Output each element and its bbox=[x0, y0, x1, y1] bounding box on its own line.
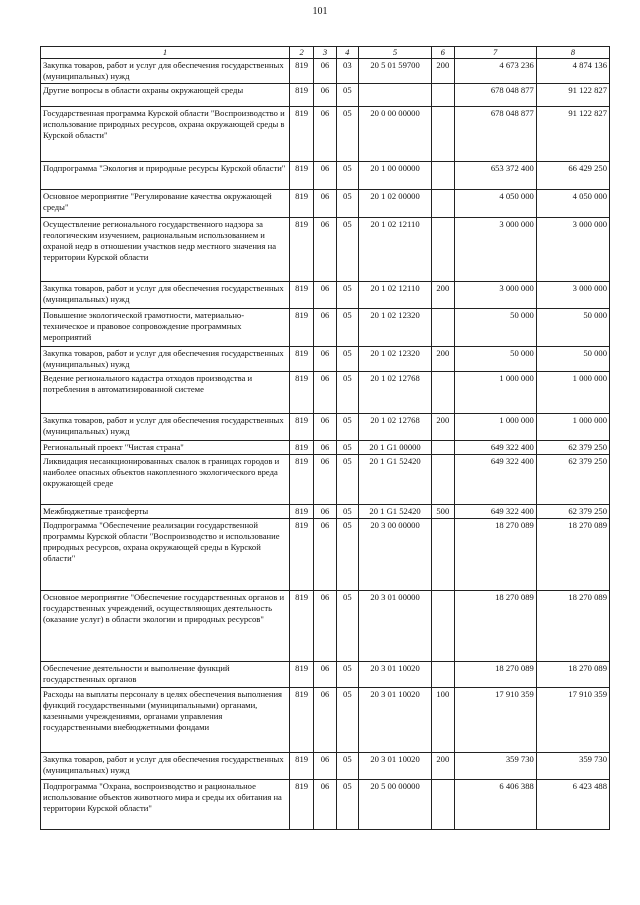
row-amount-year1-cell: 18 270 089 bbox=[454, 519, 536, 591]
column-number: 6 bbox=[432, 47, 454, 59]
row-target-article-cell: 20 3 01 00000 bbox=[359, 591, 432, 662]
row-amount-year1-cell: 1 000 000 bbox=[454, 414, 536, 441]
row-target-article-cell: 20 3 00 00000 bbox=[359, 519, 432, 591]
row-name-cell: Другие вопросы в области охраны окружающей среды bbox=[41, 84, 290, 107]
row-section-cell: 06 bbox=[314, 662, 336, 688]
row-amount-year2-cell: 18 270 089 bbox=[536, 519, 609, 591]
page-number: 101 bbox=[312, 6, 328, 17]
row-target-article-cell: 20 5 01 59700 bbox=[359, 59, 432, 84]
row-name-cell: Межбюджетные трансферты bbox=[41, 505, 290, 519]
row-subsection-cell: 05 bbox=[336, 162, 358, 190]
row-target-article-cell: 20 3 01 10020 bbox=[359, 753, 432, 780]
row-section-cell: 06 bbox=[314, 309, 336, 347]
row-subsection-cell: 05 bbox=[336, 347, 358, 372]
row-subsection-cell: 05 bbox=[336, 107, 358, 162]
row-section-cell: 06 bbox=[314, 59, 336, 84]
row-section-cell: 06 bbox=[314, 282, 336, 309]
row-amount-year2-cell: 17 910 359 bbox=[536, 688, 609, 753]
row-amount-year1-cell: 3 000 000 bbox=[454, 218, 536, 282]
row-ved-cell: 819 bbox=[289, 455, 313, 505]
column-number: 7 bbox=[454, 47, 536, 59]
row-section-cell: 06 bbox=[314, 162, 336, 190]
row-target-article-cell: 20 1 G1 52420 bbox=[359, 505, 432, 519]
row-amount-year1-cell: 6 406 388 bbox=[454, 780, 536, 830]
row-expense-type-cell bbox=[432, 190, 454, 218]
table-row bbox=[41, 84, 610, 107]
row-section-cell: 06 bbox=[314, 372, 336, 414]
row-section-cell: 06 bbox=[314, 753, 336, 780]
column-number: 4 bbox=[336, 47, 358, 59]
row-amount-year1-cell: 359 730 bbox=[454, 753, 536, 780]
row-subsection-cell: 05 bbox=[336, 662, 358, 688]
row-name-cell: Региональный проект "Чистая страна" bbox=[41, 441, 290, 455]
row-target-article-cell: 20 1 02 12320 bbox=[359, 347, 432, 372]
row-expense-type-cell bbox=[432, 162, 454, 190]
row-subsection-cell: 05 bbox=[336, 84, 358, 107]
table-row bbox=[41, 162, 610, 190]
row-expense-type-cell bbox=[432, 309, 454, 347]
row-amount-year2-cell: 1 000 000 bbox=[536, 414, 609, 441]
row-expense-type-cell bbox=[432, 218, 454, 282]
row-name-cell: Осуществление регионального государственного надзора за геологическим изучением, рациональным использованием и охраной недр в отношении участков недр местного значения на территории Курской области bbox=[41, 218, 290, 282]
row-name-cell: Основное мероприятие "Регулирование качества окружающей среды" bbox=[41, 190, 290, 218]
row-section-cell: 06 bbox=[314, 455, 336, 505]
row-ved-cell: 819 bbox=[289, 441, 313, 455]
row-name-cell: Закупка товаров, работ и услуг для обеспечения государственных (муниципальных) нужд bbox=[41, 59, 290, 84]
row-ved-cell: 819 bbox=[289, 662, 313, 688]
table-row bbox=[41, 441, 610, 455]
row-expense-type-cell: 200 bbox=[432, 282, 454, 309]
table-row bbox=[41, 519, 610, 591]
row-amount-year2-cell: 18 270 089 bbox=[536, 662, 609, 688]
row-amount-year1-cell: 649 322 400 bbox=[454, 441, 536, 455]
row-amount-year1-cell: 50 000 bbox=[454, 347, 536, 372]
row-target-article-cell: 20 1 G1 00000 bbox=[359, 441, 432, 455]
row-ved-cell: 819 bbox=[289, 688, 313, 753]
row-section-cell: 06 bbox=[314, 780, 336, 830]
row-amount-year2-cell: 50 000 bbox=[536, 309, 609, 347]
row-target-article-cell bbox=[359, 84, 432, 107]
row-section-cell: 06 bbox=[314, 347, 336, 372]
row-amount-year1-cell: 1 000 000 bbox=[454, 372, 536, 414]
row-ved-cell: 819 bbox=[289, 162, 313, 190]
row-target-article-cell: 20 1 G1 52420 bbox=[359, 455, 432, 505]
row-ved-cell: 819 bbox=[289, 414, 313, 441]
row-amount-year2-cell: 62 379 250 bbox=[536, 505, 609, 519]
row-name-cell: Закупка товаров, работ и услуг для обеспечения государственных (муниципальных) нужд bbox=[41, 414, 290, 441]
row-subsection-cell: 05 bbox=[336, 218, 358, 282]
row-amount-year1-cell: 17 910 359 bbox=[454, 688, 536, 753]
row-ved-cell: 819 bbox=[289, 780, 313, 830]
row-section-cell: 06 bbox=[314, 190, 336, 218]
row-amount-year2-cell: 62 379 250 bbox=[536, 441, 609, 455]
row-amount-year2-cell: 66 429 250 bbox=[536, 162, 609, 190]
row-expense-type-cell bbox=[432, 662, 454, 688]
row-subsection-cell: 05 bbox=[336, 519, 358, 591]
row-subsection-cell: 05 bbox=[336, 591, 358, 662]
row-section-cell: 06 bbox=[314, 107, 336, 162]
row-subsection-cell: 05 bbox=[336, 753, 358, 780]
column-number: 2 bbox=[289, 47, 313, 59]
row-subsection-cell: 03 bbox=[336, 59, 358, 84]
table-row bbox=[41, 190, 610, 218]
row-ved-cell: 819 bbox=[289, 753, 313, 780]
row-amount-year2-cell: 62 379 250 bbox=[536, 455, 609, 505]
row-section-cell: 06 bbox=[314, 84, 336, 107]
row-expense-type-cell: 200 bbox=[432, 59, 454, 84]
row-section-cell: 06 bbox=[314, 688, 336, 753]
column-number-row bbox=[41, 47, 610, 59]
row-section-cell: 06 bbox=[314, 441, 336, 455]
row-expense-type-cell: 200 bbox=[432, 414, 454, 441]
row-name-cell: Подпрограмма "Обеспечение реализации государственной программы Курской области "Воспроизводство и использование природных ресурсов, охрана окружающей среды в Курской области" bbox=[41, 519, 290, 591]
row-amount-year1-cell: 649 322 400 bbox=[454, 505, 536, 519]
row-name-cell: Основное мероприятие "Обеспечение государственных органов и государственных учреждений, осуществляющих деятельность (оказание услуг) в области экологии и природных ресурсов" bbox=[41, 591, 290, 662]
row-amount-year1-cell: 3 000 000 bbox=[454, 282, 536, 309]
row-target-article-cell: 20 0 00 00000 bbox=[359, 107, 432, 162]
row-amount-year2-cell: 3 000 000 bbox=[536, 218, 609, 282]
row-name-cell: Подпрограмма "Экология и природные ресурсы Курской области" bbox=[41, 162, 290, 190]
row-amount-year1-cell: 653 372 400 bbox=[454, 162, 536, 190]
row-ved-cell: 819 bbox=[289, 372, 313, 414]
row-subsection-cell: 05 bbox=[336, 190, 358, 218]
row-target-article-cell: 20 1 02 12320 bbox=[359, 309, 432, 347]
row-expense-type-cell bbox=[432, 441, 454, 455]
row-section-cell: 06 bbox=[314, 414, 336, 441]
table-row bbox=[41, 309, 610, 347]
row-amount-year2-cell: 359 730 bbox=[536, 753, 609, 780]
table-row bbox=[41, 688, 610, 753]
row-ved-cell: 819 bbox=[289, 347, 313, 372]
row-ved-cell: 819 bbox=[289, 218, 313, 282]
row-ved-cell: 819 bbox=[289, 505, 313, 519]
row-amount-year2-cell: 18 270 089 bbox=[536, 591, 609, 662]
table-row bbox=[41, 347, 610, 372]
row-amount-year2-cell: 6 423 488 bbox=[536, 780, 609, 830]
row-target-article-cell: 20 1 02 12110 bbox=[359, 218, 432, 282]
row-name-cell: Закупка товаров, работ и услуг для обеспечения государственных (муниципальных) нужд bbox=[41, 282, 290, 309]
column-number: 5 bbox=[359, 47, 432, 59]
row-expense-type-cell bbox=[432, 780, 454, 830]
row-ved-cell: 819 bbox=[289, 107, 313, 162]
row-expense-type-cell bbox=[432, 455, 454, 505]
table-row bbox=[41, 455, 610, 505]
column-number: 1 bbox=[41, 47, 290, 59]
row-name-cell: Обеспечение деятельности и выполнение функций государственных органов bbox=[41, 662, 290, 688]
row-amount-year2-cell: 91 122 827 bbox=[536, 84, 609, 107]
table-row bbox=[41, 414, 610, 441]
row-ved-cell: 819 bbox=[289, 519, 313, 591]
row-expense-type-cell: 200 bbox=[432, 753, 454, 780]
row-amount-year2-cell: 91 122 827 bbox=[536, 107, 609, 162]
row-name-cell: Подпрограмма "Охрана, воспроизводство и рациональное использование объектов животного мира и среды их обитания на территории Курской области" bbox=[41, 780, 290, 830]
row-ved-cell: 819 bbox=[289, 190, 313, 218]
row-amount-year1-cell: 50 000 bbox=[454, 309, 536, 347]
row-amount-year2-cell: 3 000 000 bbox=[536, 282, 609, 309]
table-row bbox=[41, 753, 610, 780]
row-name-cell: Повышение экологической грамотности, материально-техническое и правовое сопровождение программных мероприятий bbox=[41, 309, 290, 347]
column-number: 3 bbox=[314, 47, 336, 59]
row-target-article-cell: 20 1 02 12768 bbox=[359, 414, 432, 441]
row-target-article-cell: 20 1 00 00000 bbox=[359, 162, 432, 190]
row-subsection-cell: 05 bbox=[336, 309, 358, 347]
row-target-article-cell: 20 5 00 00000 bbox=[359, 780, 432, 830]
row-subsection-cell: 05 bbox=[336, 372, 358, 414]
row-expense-type-cell bbox=[432, 372, 454, 414]
row-section-cell: 06 bbox=[314, 591, 336, 662]
row-target-article-cell: 20 1 02 12110 bbox=[359, 282, 432, 309]
row-section-cell: 06 bbox=[314, 505, 336, 519]
row-amount-year1-cell: 4 673 236 bbox=[454, 59, 536, 84]
row-subsection-cell: 05 bbox=[336, 414, 358, 441]
row-expense-type-cell bbox=[432, 107, 454, 162]
table-row bbox=[41, 662, 610, 688]
row-ved-cell: 819 bbox=[289, 282, 313, 309]
row-subsection-cell: 05 bbox=[336, 441, 358, 455]
row-name-cell: Закупка товаров, работ и услуг для обеспечения государственных (муниципальных) нужд bbox=[41, 753, 290, 780]
row-name-cell: Ведение регионального кадастра отходов производства и потребления в автоматизированной системе bbox=[41, 372, 290, 414]
row-subsection-cell: 05 bbox=[336, 282, 358, 309]
row-section-cell: 06 bbox=[314, 218, 336, 282]
row-expense-type-cell: 500 bbox=[432, 505, 454, 519]
row-amount-year1-cell: 4 050 000 bbox=[454, 190, 536, 218]
table-row bbox=[41, 107, 610, 162]
row-ved-cell: 819 bbox=[289, 591, 313, 662]
row-amount-year1-cell: 649 322 400 bbox=[454, 455, 536, 505]
column-number: 8 bbox=[536, 47, 609, 59]
row-amount-year1-cell: 678 048 877 bbox=[454, 84, 536, 107]
row-amount-year1-cell: 678 048 877 bbox=[454, 107, 536, 162]
table-row bbox=[41, 282, 610, 309]
row-subsection-cell: 05 bbox=[336, 780, 358, 830]
row-ved-cell: 819 bbox=[289, 309, 313, 347]
row-name-cell: Закупка товаров, работ и услуг для обеспечения государственных (муниципальных) нужд bbox=[41, 347, 290, 372]
row-expense-type-cell bbox=[432, 84, 454, 107]
row-subsection-cell: 05 bbox=[336, 688, 358, 753]
table-row bbox=[41, 218, 610, 282]
row-name-cell: Расходы на выплаты персоналу в целях обеспечения выполнения функций государственными (муниципальными) органами, казенными учреждениями, органами управления государственными внебюджетными фондами bbox=[41, 688, 290, 753]
row-amount-year1-cell: 18 270 089 bbox=[454, 662, 536, 688]
row-expense-type-cell: 200 bbox=[432, 347, 454, 372]
row-name-cell: Государственная программа Курской области "Воспроизводство и использование природных ресурсов, охрана окружающей среды в Курской области" bbox=[41, 107, 290, 162]
table-row bbox=[41, 59, 610, 84]
row-amount-year2-cell: 50 000 bbox=[536, 347, 609, 372]
row-expense-type-cell bbox=[432, 591, 454, 662]
row-target-article-cell: 20 3 01 10020 bbox=[359, 662, 432, 688]
row-name-cell: Ликвидация несанкционированных свалок в границах городов и наиболее опасных объектов накопленного экологического вреда окружающей среде bbox=[41, 455, 290, 505]
table-row bbox=[41, 372, 610, 414]
row-ved-cell: 819 bbox=[289, 84, 313, 107]
row-amount-year2-cell: 4 874 136 bbox=[536, 59, 609, 84]
row-target-article-cell: 20 3 01 10020 bbox=[359, 688, 432, 753]
row-amount-year2-cell: 1 000 000 bbox=[536, 372, 609, 414]
row-expense-type-cell: 100 bbox=[432, 688, 454, 753]
table-row bbox=[41, 780, 610, 830]
row-amount-year1-cell: 18 270 089 bbox=[454, 591, 536, 662]
row-ved-cell: 819 bbox=[289, 59, 313, 84]
budget-table bbox=[40, 46, 610, 830]
row-subsection-cell: 05 bbox=[336, 455, 358, 505]
table-row bbox=[41, 505, 610, 519]
row-target-article-cell: 20 1 02 12768 bbox=[359, 372, 432, 414]
row-expense-type-cell bbox=[432, 519, 454, 591]
row-section-cell: 06 bbox=[314, 519, 336, 591]
row-subsection-cell: 05 bbox=[336, 505, 358, 519]
table-row bbox=[41, 591, 610, 662]
row-target-article-cell: 20 1 02 00000 bbox=[359, 190, 432, 218]
row-amount-year2-cell: 4 050 000 bbox=[536, 190, 609, 218]
